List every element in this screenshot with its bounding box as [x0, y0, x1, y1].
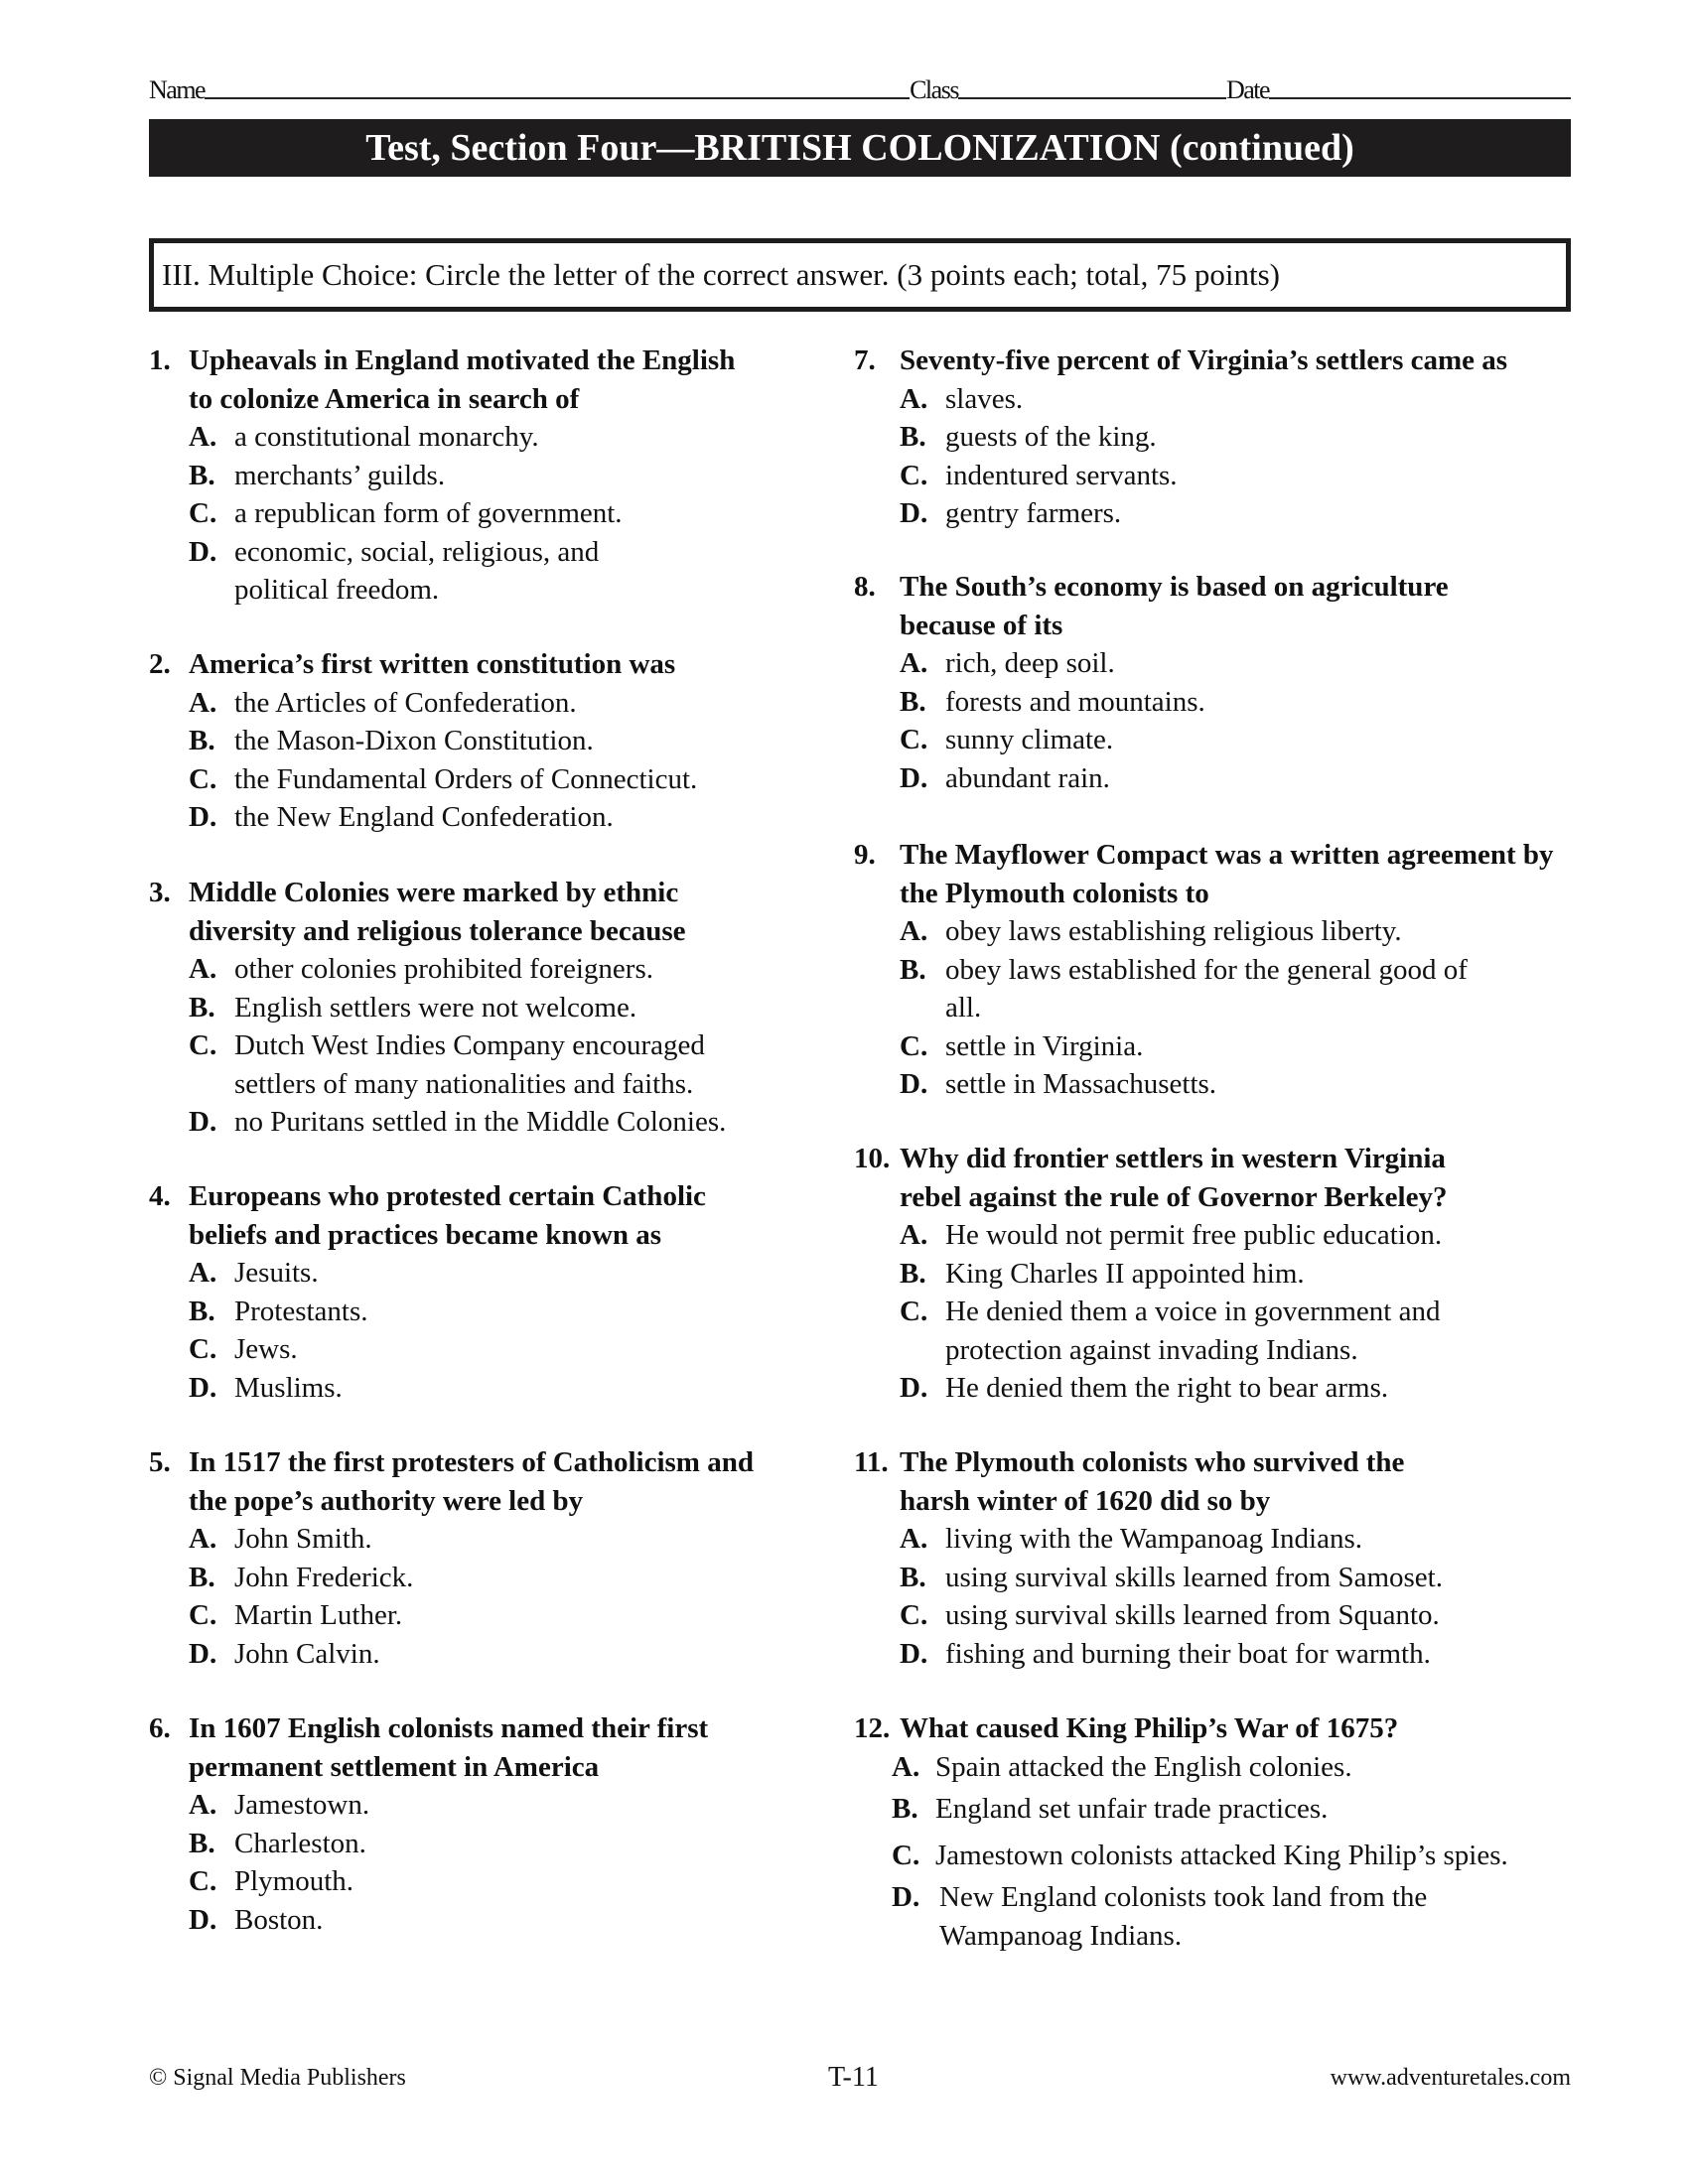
choice-a[interactable] — [854, 912, 1569, 951]
question-stem: Why did frontier settlers in western Virginia rebel against the rule of Governor Berkeley? — [900, 1143, 1448, 1213]
choice-text: a constitutional monarchy. — [234, 421, 539, 453]
choice-letter: D. — [189, 1371, 217, 1404]
choice-letter: D. — [900, 497, 928, 529]
choice-a[interactable] — [149, 950, 824, 989]
choice-text: no Puritans settled in the Middle Colonies. — [234, 1106, 727, 1138]
choice-letter: C. — [900, 459, 928, 491]
class-label: Class — [910, 75, 958, 104]
choice-text: Boston. — [234, 1903, 324, 1936]
question-stem: Seventy-five percent of Virginia’s settlers came as — [900, 344, 1508, 376]
choice-c[interactable] — [149, 1862, 824, 1901]
choice-b[interactable] — [854, 1255, 1569, 1294]
choice-c[interactable] — [854, 721, 1569, 759]
choice-letter: A. — [900, 382, 928, 415]
choice-d[interactable] — [854, 1878, 1569, 1955]
choice-text: the New England Confederation. — [234, 801, 614, 833]
choice-letter: C. — [900, 1029, 928, 1062]
choice-letter: A. — [189, 421, 217, 453]
choice-letter: D. — [189, 801, 217, 833]
choice-b[interactable] — [149, 989, 824, 1027]
choice-c[interactable] — [854, 457, 1569, 495]
choice-letter: A. — [189, 953, 217, 985]
choice-letter: D. — [900, 761, 928, 794]
choice-letter: D. — [189, 535, 217, 568]
choice-text: Jews. — [234, 1333, 298, 1365]
choice-letter: A. — [189, 1789, 217, 1821]
choice-letter: D. — [900, 1068, 928, 1100]
choice-letter: B. — [189, 991, 215, 1024]
choice-text: rich, deep soil. — [945, 647, 1115, 679]
question-number: 2. — [149, 648, 171, 680]
choice-b[interactable] — [149, 1559, 824, 1597]
choice-a[interactable] — [149, 684, 824, 723]
choice-b[interactable] — [854, 1790, 1569, 1829]
question-stem: Middle Colonies were marked by ethnic diversity and religious tolerance because — [189, 877, 686, 947]
choice-letter: A. — [900, 915, 928, 947]
choice-text: the Articles of Confederation. — [234, 686, 577, 719]
question-7 — [854, 341, 1569, 533]
choice-d[interactable] — [854, 1369, 1569, 1408]
choice-text: England set unfair trade practices. — [935, 1793, 1329, 1825]
choice-text: Plymouth. — [234, 1865, 354, 1897]
page-title: Test, Section Four—BRITISH COLONIZATION (continued) — [149, 119, 1571, 177]
choice-letter: D. — [189, 1106, 217, 1138]
choice-text: Charleston. — [234, 1827, 366, 1859]
question-number: 5. — [149, 1446, 171, 1478]
choice-text: merchants’ guilds. — [234, 459, 446, 491]
choice-text: settle in Virginia. — [945, 1029, 1144, 1062]
choice-letter: A. — [189, 1523, 217, 1555]
choice-c[interactable] — [149, 1330, 824, 1369]
question-number: 11. — [854, 1446, 889, 1478]
choice-text: guests of the king. — [945, 421, 1157, 453]
choice-text: gentry farmers. — [945, 497, 1122, 529]
choice-letter: C. — [189, 1865, 217, 1897]
choice-letter: A. — [892, 1750, 920, 1783]
instructions-box — [149, 238, 1571, 312]
choice-b[interactable] — [854, 951, 1569, 1027]
choice-d[interactable] — [149, 798, 824, 837]
choice-letter: D. — [892, 1881, 920, 1913]
choice-letter: C. — [189, 1029, 217, 1061]
choice-d[interactable] — [854, 1065, 1569, 1104]
choice-c[interactable] — [854, 1027, 1569, 1066]
choice-letter: B. — [900, 1561, 926, 1593]
choice-d[interactable] — [149, 1901, 824, 1940]
name-label: Name — [149, 75, 206, 104]
choice-letter: B. — [189, 459, 215, 491]
question-stem: The Mayflower Compact was a written agreement by the Plymouth colonists to — [900, 839, 1554, 909]
question-10 — [854, 1140, 1569, 1408]
choice-letter: D. — [900, 1637, 928, 1670]
choice-b[interactable] — [149, 722, 824, 760]
question-number: 3. — [149, 877, 171, 908]
choice-c[interactable] — [854, 1293, 1569, 1369]
class-field[interactable] — [958, 97, 1226, 99]
choice-d[interactable] — [854, 494, 1569, 533]
choice-text: King Charles II appointed him. — [945, 1257, 1305, 1290]
choice-c[interactable] — [854, 1837, 1569, 1875]
choice-d[interactable] — [149, 1103, 824, 1142]
choice-text: Jesuits. — [234, 1257, 319, 1289]
choice-letter: C. — [900, 1296, 928, 1327]
question-11 — [854, 1443, 1569, 1673]
choice-letter: C. — [900, 1599, 928, 1631]
choice-a[interactable] — [149, 1520, 824, 1559]
question-1 — [149, 341, 824, 610]
choice-text: Spain attacked the English colonies. — [935, 1750, 1352, 1783]
choice-text: economic, social, religious, and political freedom. — [234, 535, 600, 606]
choice-d[interactable] — [149, 1369, 824, 1408]
choice-d[interactable] — [149, 1635, 824, 1674]
question-number: 6. — [149, 1712, 171, 1744]
choice-text: indentured servants. — [945, 459, 1178, 491]
choice-text: other colonies prohibited foreigners. — [234, 953, 653, 985]
choice-letter: A. — [189, 686, 217, 719]
choice-text: He denied them the right to bear arms. — [945, 1372, 1389, 1404]
choice-text: John Frederick. — [234, 1561, 414, 1593]
choice-letter: B. — [900, 685, 926, 718]
choice-a[interactable] — [854, 1748, 1569, 1787]
question-stem: In 1607 English colonists named their first permanent settlement in America — [189, 1712, 709, 1783]
choice-a[interactable] — [854, 1216, 1569, 1255]
choice-text: Muslims. — [234, 1371, 343, 1404]
question-stem: Europeans who protested certain Catholic beliefs and practices became known as — [189, 1180, 706, 1251]
question-2 — [149, 645, 824, 837]
choice-text: a republican form of government. — [234, 497, 623, 529]
choice-text: fishing and burning their boat for warmth. — [945, 1637, 1431, 1670]
choice-text: sunny climate. — [945, 724, 1114, 755]
choice-b[interactable] — [854, 683, 1569, 722]
choice-d[interactable] — [149, 533, 824, 610]
question-stem: In 1517 the first protesters of Catholicism and the pope’s authority were led by — [189, 1446, 754, 1517]
choice-letter: C. — [189, 497, 217, 529]
choice-b[interactable] — [149, 457, 824, 495]
question-number: 10. — [854, 1143, 891, 1174]
choice-text: John Calvin. — [234, 1637, 380, 1670]
choice-text: abundant rain. — [945, 761, 1110, 794]
question-3 — [149, 874, 824, 1142]
choice-text: settle in Massachusetts. — [945, 1068, 1217, 1100]
choice-letter: A. — [900, 1523, 928, 1555]
question-6 — [149, 1709, 824, 1939]
choice-letter: A. — [900, 1219, 928, 1251]
choice-text: obey laws establishing religious liberty. — [945, 915, 1402, 947]
choice-letter: B. — [892, 1793, 918, 1825]
choice-c[interactable] — [149, 1026, 824, 1103]
question-number: 9. — [854, 839, 876, 871]
choice-c[interactable] — [854, 1596, 1569, 1635]
question-4 — [149, 1177, 824, 1407]
website-link[interactable]: www.adventuretales.com — [1330, 2065, 1571, 2091]
question-number: 7. — [854, 344, 876, 376]
question-number: 4. — [149, 1180, 171, 1212]
choice-text: the Mason-Dixon Constitution. — [234, 725, 594, 756]
choice-letter: D. — [189, 1637, 217, 1670]
choice-text: New England colonists took land from the Wampanoag Indians. — [939, 1881, 1428, 1952]
choice-letter: B. — [189, 1561, 215, 1593]
choice-b[interactable] — [854, 418, 1569, 457]
question-8 — [854, 568, 1569, 797]
choice-text: Martin Luther. — [234, 1599, 403, 1631]
publisher-credit: © Signal Media Publishers — [149, 2065, 406, 2091]
choice-letter: C. — [189, 1599, 217, 1631]
choice-a[interactable] — [149, 1786, 824, 1825]
choice-b[interactable] — [149, 1293, 824, 1331]
choice-text: living with the Wampanoag Indians. — [945, 1523, 1362, 1555]
choice-letter: C. — [900, 724, 928, 755]
choice-letter: C. — [892, 1839, 920, 1871]
choice-text: Jamestown. — [234, 1789, 370, 1821]
choice-c[interactable] — [149, 760, 824, 799]
choice-letter: C. — [189, 762, 217, 795]
choice-letter: B. — [189, 725, 215, 756]
question-stem: The South’s economy is based on agriculture because of its — [900, 571, 1449, 641]
choice-letter: B. — [189, 1295, 215, 1327]
choice-text: using survival skills learned from Squanto. — [945, 1599, 1440, 1631]
choice-text: slaves. — [945, 382, 1024, 415]
page-number: T-11 — [828, 2062, 879, 2093]
choice-letter: D. — [189, 1903, 217, 1936]
name-field[interactable] — [205, 97, 910, 99]
question-5 — [149, 1443, 824, 1673]
choice-text: forests and mountains. — [945, 685, 1205, 718]
choice-a[interactable] — [149, 1254, 824, 1293]
choice-text: the Fundamental Orders of Connecticut. — [234, 762, 698, 795]
choice-letter: C. — [189, 1333, 217, 1365]
choice-a[interactable] — [854, 1520, 1569, 1559]
choice-letter: B. — [900, 1257, 926, 1290]
choice-d[interactable] — [854, 759, 1569, 798]
question-9 — [854, 836, 1569, 1104]
choice-a[interactable] — [854, 644, 1569, 683]
student-info-line — [149, 66, 1571, 105]
choice-c[interactable] — [149, 1596, 824, 1635]
question-stem: What caused King Philip’s War of 1675? — [900, 1712, 1399, 1744]
choice-letter: B. — [189, 1827, 215, 1859]
question-number: 12. — [854, 1712, 891, 1744]
question-stem: America’s first written constitution was — [189, 648, 676, 680]
choice-a[interactable] — [149, 418, 824, 457]
choice-letter: A. — [900, 647, 928, 679]
choice-text: John Smith. — [234, 1523, 372, 1555]
choice-letter: B. — [900, 953, 926, 986]
choice-text: He would not permit free public education. — [945, 1219, 1443, 1251]
choice-text: He denied them a voice in government and protection against invading Indians. — [945, 1296, 1441, 1366]
choice-c[interactable] — [149, 494, 824, 533]
choice-text: Protestants. — [234, 1295, 368, 1327]
question-number: 1. — [149, 344, 171, 376]
question-stem: The Plymouth colonists who survived the harsh winter of 1620 did so by — [900, 1446, 1405, 1517]
choice-text: using survival skills learned from Samoset. — [945, 1561, 1443, 1593]
choice-letter: D. — [900, 1372, 928, 1404]
choice-text: Jamestown colonists attacked King Philip’s spies. — [935, 1839, 1508, 1871]
choice-letter: B. — [900, 421, 926, 453]
question-12 — [854, 1709, 1569, 1955]
choice-text: Dutch West Indies Company encouraged settlers of many nationalities and faiths. — [234, 1029, 705, 1100]
date-label: Date — [1225, 75, 1270, 104]
choice-a[interactable] — [854, 380, 1569, 419]
question-number: 8. — [854, 571, 876, 603]
question-stem: Upheavals in England motivated the English to colonize America in search of — [189, 344, 736, 415]
choice-text: obey laws established for the general good of all. — [945, 953, 1468, 1024]
instructions-text: III. Multiple Choice: Circle the letter of the correct answer. (3 points each; total, 75 points) — [162, 257, 1280, 292]
choice-text: English settlers were not welcome. — [234, 991, 637, 1024]
date-field[interactable] — [1269, 97, 1571, 99]
choice-b[interactable] — [149, 1825, 824, 1863]
choice-letter: A. — [189, 1257, 217, 1289]
choice-d[interactable] — [854, 1635, 1569, 1674]
choice-b[interactable] — [854, 1559, 1569, 1597]
